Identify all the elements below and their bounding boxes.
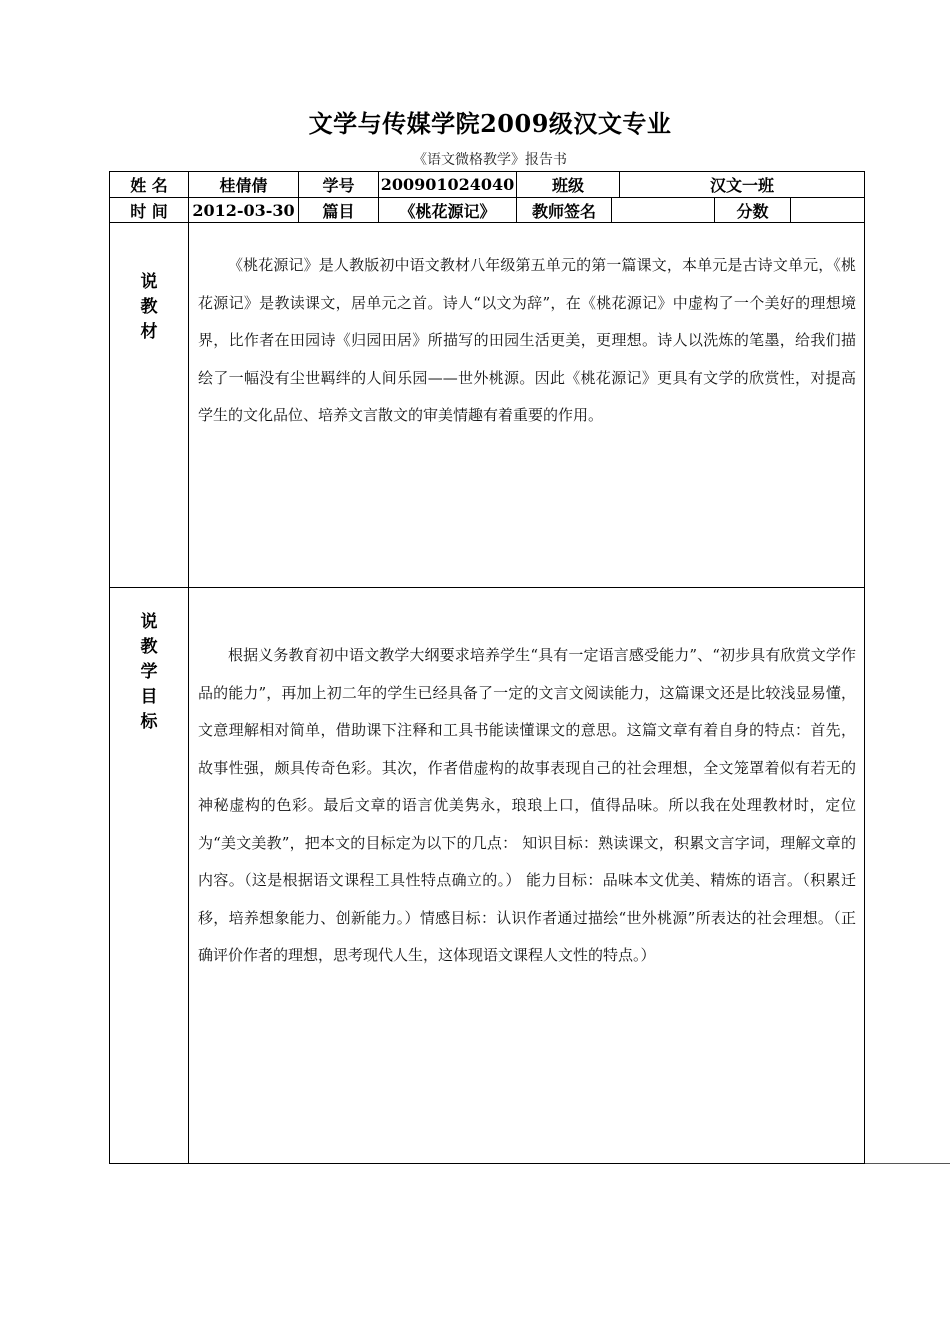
table-row-divider <box>109 587 865 588</box>
section-label-char: 目 <box>140 687 158 707</box>
piece-value: 《桃花源记》 <box>399 201 496 221</box>
table-border-bottom <box>109 1163 865 1164</box>
piece-label: 篇目 <box>322 201 355 221</box>
trailing-rule <box>864 1163 950 1164</box>
table-border-right <box>864 171 865 1164</box>
class-value: 汉文一班 <box>709 176 774 195</box>
section-label-char: 标 <box>140 712 158 732</box>
name-value: 桂倩倩 <box>219 176 268 195</box>
time-label: 时 间 <box>130 201 168 221</box>
report-title: 文学与传媒学院2009级汉文专业 <box>308 109 672 138</box>
section-label-char: 教 <box>140 637 158 657</box>
teacher-signature-label: 教师签名 <box>531 201 596 221</box>
time-value: 2012-03-30 <box>192 200 295 220</box>
section-label-char: 材 <box>140 322 158 342</box>
teacher-signature-field[interactable] <box>612 198 714 222</box>
name-label: 姓 名 <box>130 176 168 195</box>
student-id-value: 200901024040 <box>380 175 515 194</box>
report-subtitle: 《语文微格教学》报告书 <box>413 152 567 168</box>
class-label: 班级 <box>551 176 584 195</box>
section-text-teaching-goals: 根据义务教育初中语文教学大纲要求培养学生“具有一定语言感受能力”、“初步具有欣赏文学作品的能力”，再加上初二年的学生已经具备了一定的文言文阅读能力，这篇课文还是比较浅显易懂，文意理解相对简单，借助课下注释和工具书能读懂课文的意思。这篇文章有着自身的特点：首先，故事性强，颇具传奇色彩。其次，作者借虚构的故事表现自己的社会理想，全文笼罩着似有若无的神秘虚构的色彩。最后文章的语言优美隽永，琅琅上口，值得品味。所以我在处理教材时，定位为“美文美教”，把本文的目标定为以下的几点： 知识目标：熟读课文，积累文言字词，理解文章的内容。（这是根据语文课程工具性特点确立的。） 能力目标：品味本文优美、精炼的语言。（积累迁移，培养想象能力、创新能力。）情感目标：认识作者通过描绘“世外桃源”所表达的社会理想。（正确评价作者的理想，思考现代人生，这体现语文课程人文性的特点。） <box>198 646 856 964</box>
table-row-divider <box>109 222 865 223</box>
section-label-char: 教 <box>140 297 158 317</box>
score-label: 分数 <box>736 201 769 221</box>
section-label-char: 学 <box>140 662 158 682</box>
student-id-label: 学号 <box>322 176 355 195</box>
section-label-textbook <box>110 270 188 345</box>
section-label-char: 说 <box>140 612 158 632</box>
score-field[interactable] <box>791 198 864 222</box>
table-col-divider <box>188 171 189 1164</box>
section-text-textbook: 《桃花源记》是人教版初中语文教材八年级第五单元的第一篇课文，本单元是古诗文单元，《桃花源记》是教读课文，居单元之首。诗人“以文为辞”，在《桃花源记》中虚构了一个美好的理想境界，比作者在田园诗《归园田居》所描写的田园生活更美，更理想。诗人以洗炼的笔墨，给我们描绘了一幅没有尘世羁绊的人间乐园——世外桃源。因此《桃花源记》更具有文学的欣赏性，对提高学生的文化品位、培养文言散文的审美情趣有着重要的作用。 <box>198 256 856 424</box>
section-label-char: 说 <box>140 272 158 292</box>
section-label-teaching-goals <box>110 610 188 735</box>
